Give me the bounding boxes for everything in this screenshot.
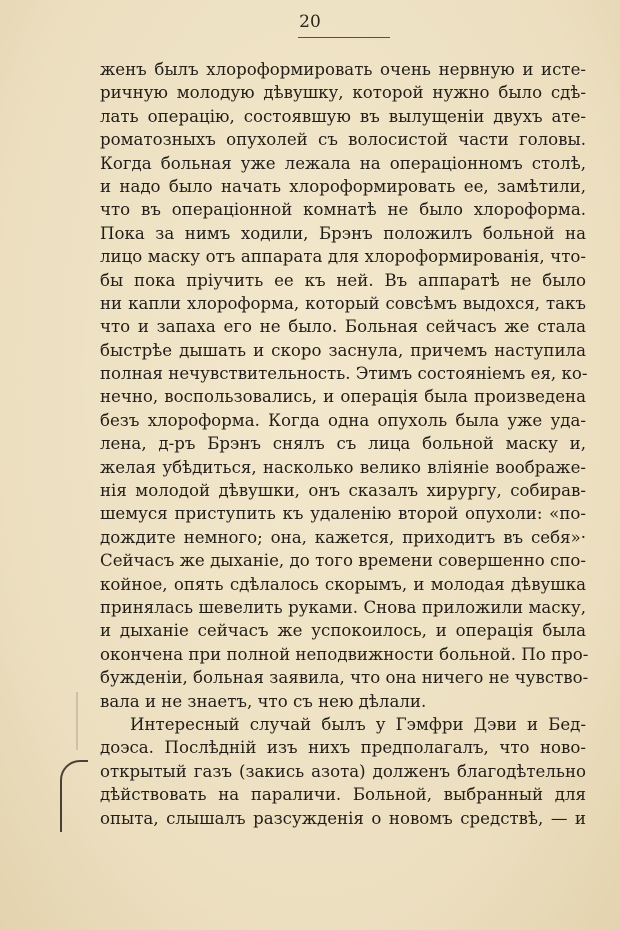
text-line: лена, д-ръ Брэнъ снялъ съ лица больной маску и,	[100, 434, 586, 454]
text-line: нечно, воспользовались, и операція была произведена	[100, 387, 586, 407]
text-line: безъ хлороформа. Когда одна опухоль была уже уда-	[100, 410, 586, 430]
text-line: что въ операціонной комнатѣ не было хлороформа.	[100, 200, 586, 220]
margin-bracket-mark	[60, 760, 88, 832]
text-line: принялась шевелить руками. Снова приложили маску,	[100, 597, 586, 617]
text-line: полная нечувствительность. Этимъ состояніемъ ея, ко-	[100, 364, 588, 384]
text-line: ни капли хлороформа, который совсѣмъ выдохся, такъ	[100, 293, 586, 313]
text-line: что и запаха его не было. Больная сейчасъ же стала	[100, 317, 586, 337]
text-line: бужденіи, больная заявила, что она ничего не чувство-	[100, 668, 589, 688]
margin-pencil-mark	[76, 692, 78, 750]
text-line: нія молодой дѣвушки, онъ сказалъ хирургу, собирав-	[100, 481, 586, 501]
text-line: лицо маску отъ аппарата для хлороформированія, что-	[100, 247, 586, 267]
text-line: открытый газъ (закись азота) долженъ благодѣтельно	[100, 761, 586, 781]
text-line: койное, опять сдѣлалось скорымъ, и молодая дѣвушка	[100, 574, 586, 594]
text-line: ричную молодую дѣвушку, которой нужно было сдѣ-	[100, 83, 586, 103]
text-line: Когда больная уже лежала на операціонномъ столѣ,	[100, 153, 586, 173]
header-rule	[298, 37, 390, 38]
text-line: дѣйствовать на параличи. Больной, выбранный для	[100, 785, 586, 805]
text-line: Пока за нимъ ходили, Брэнъ положилъ больной на	[100, 223, 586, 243]
text-line: быстрѣе дышать и скоро заснула, причемъ наступила	[100, 340, 586, 360]
text-line: доэса. Послѣдній изъ нихъ предполагалъ, что ново-	[100, 738, 586, 758]
body-text	[100, 58, 589, 830]
text-line: желая убѣдиться, насколько велико вліяніе воображе-	[100, 457, 586, 477]
text-line: и дыханіе сейчасъ же успокоилось, и операція была	[100, 621, 586, 641]
text-line: шемуся приступить къ удаленію второй опухоли: «по-	[100, 504, 586, 524]
paragraph-start-line: Интересный случай былъ у Гэмфри Дэви и Бед-	[130, 714, 586, 734]
text-line: Сейчасъ же дыханіе, до того времени совершенно спо-	[100, 551, 586, 571]
text-line: дождите немного; она, кажется, приходитъ въ себя»·	[100, 527, 586, 547]
text-line: лать операцію, состоявшую въ вылущеніи двухъ ате-	[100, 106, 586, 126]
text-line: бы пока пріучить ее къ ней. Въ аппаратѣ не было	[100, 270, 586, 290]
text-line: опыта, слышалъ разсужденія о новомъ средствѣ, — и	[100, 808, 586, 828]
text-line: женъ былъ хлороформировать очень нервную и исте-	[100, 60, 586, 79]
paragraph-end-line: вала и не знаетъ, что съ нею дѣлали.	[100, 691, 427, 711]
page-number: 20	[299, 12, 321, 32]
text-line: и надо было начать хлороформировать ее, замѣтили,	[100, 176, 586, 196]
text-line: окончена при полной неподвижности больной. По про-	[100, 644, 589, 664]
text-line: роматозныхъ опухолей съ волосистой части головы.	[100, 130, 586, 150]
